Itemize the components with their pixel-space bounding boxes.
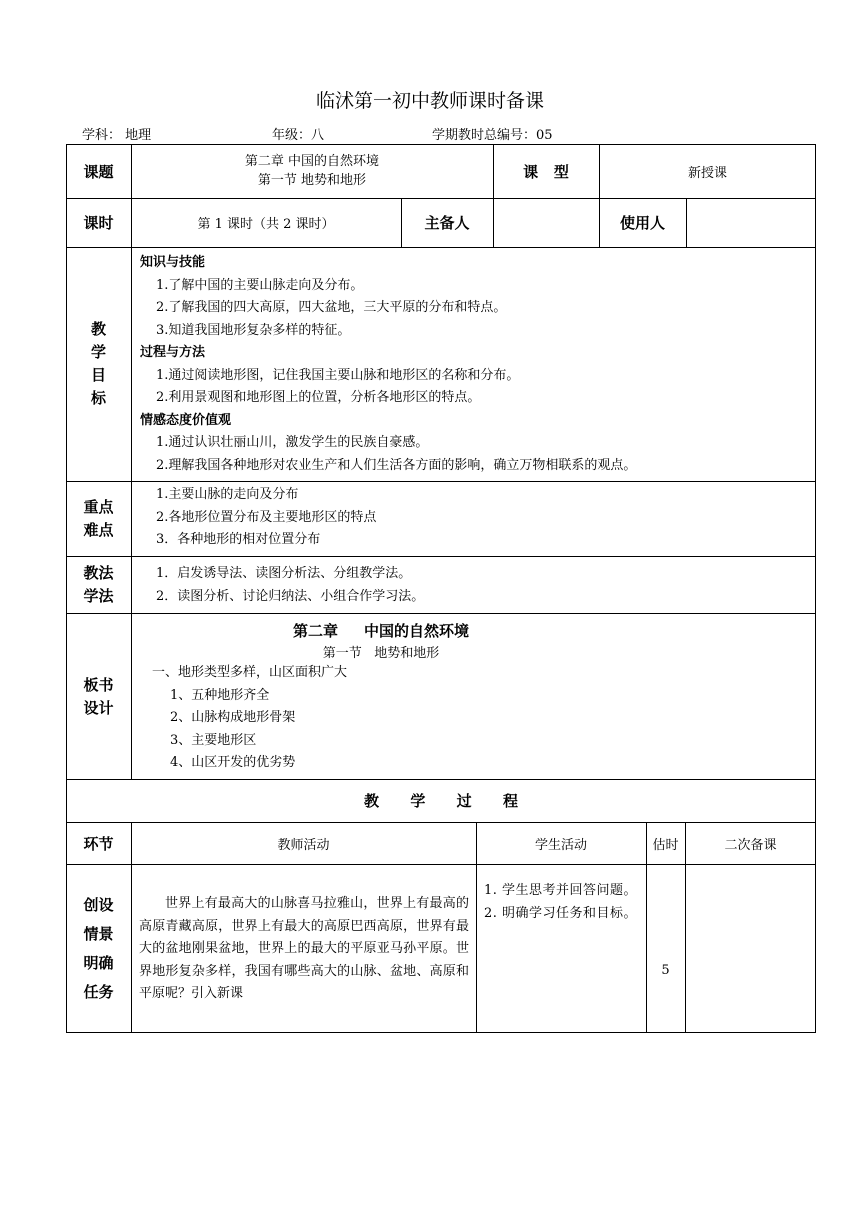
- topic-label: 课题: [83, 162, 114, 181]
- preparer-value: [493, 198, 599, 247]
- objective-item: 2.理解我国各种地形对农业生产和人们生活各方面的影响，确立万物相联系的观点。: [156, 457, 637, 473]
- objectives-heading: 情感态度价值观: [140, 412, 232, 428]
- user-value: [686, 198, 816, 247]
- objectives-label: [66, 247, 131, 481]
- period-label: 课时: [83, 214, 114, 232]
- keypoints-label-line: 难点: [83, 520, 114, 539]
- board-line: 1、五种地形齐全: [170, 687, 270, 703]
- header-student: 学生活动: [534, 837, 587, 853]
- board-label: [66, 613, 131, 780]
- type-label: 课 型: [523, 162, 569, 181]
- objectives-label-char: 教: [90, 320, 106, 338]
- student-activity-item: 2. 明确学习任务和目标。: [484, 905, 638, 921]
- process-title: 教 学 过 程: [364, 792, 518, 810]
- stage-line: 任务: [83, 982, 114, 1001]
- keypoint-item: 2.各地形位置分布及主要地形区的特点: [156, 509, 377, 525]
- objective-item: 1.通过阅读地形图，记住我国主要山脉和地形区的名称和分布。: [156, 367, 520, 383]
- stage-cell: [66, 864, 131, 1033]
- student-activity: [484, 880, 640, 925]
- objectives-content: [140, 252, 636, 477]
- objectives-label-char: 标: [90, 389, 106, 407]
- topic-section: 第一节 地势和地形: [257, 173, 367, 188]
- number-field: 学期教时总编号：05: [432, 128, 553, 143]
- board-heading: 第二章 中国的自然环境: [292, 621, 470, 640]
- keypoint-item: 1.主要山脉的走向及分布: [156, 487, 299, 502]
- objectives-label-char: 目: [90, 366, 106, 384]
- type-value: 新授课: [687, 165, 727, 181]
- objectives-label-char: 学: [90, 343, 106, 361]
- keypoints-label-line: 重点: [83, 497, 114, 516]
- methods-label-line: 学法: [83, 586, 114, 605]
- board-line: 4、山区开发的优劣势: [170, 755, 296, 770]
- header-time: 估时: [652, 837, 679, 853]
- topic-value: [131, 144, 493, 198]
- page-title: 临沭第一初中教师课时备课: [315, 90, 544, 112]
- stage-line: 明确: [83, 953, 114, 972]
- subject-field: 学科： 地理: [82, 128, 152, 143]
- objective-item: 3.知道我国地形复杂多样的特征。: [156, 322, 351, 338]
- methods-label-line: 教法: [83, 563, 114, 582]
- method-item: 2．读图分析、讨论归纳法、小组合作学习法。: [156, 588, 425, 604]
- board-subheading: 第一节 地势和地形: [322, 645, 440, 661]
- header-stage: 环节: [83, 834, 114, 853]
- header-teacher: 教师活动: [277, 837, 330, 853]
- keypoints-label: [66, 481, 131, 556]
- objective-item: 1.通过认识壮丽山川，激发学生的民族自豪感。: [156, 435, 429, 450]
- keypoints-content: [140, 484, 376, 552]
- keypoint-item: 3．各种地形的相对位置分布: [156, 532, 321, 547]
- board-label-line: 设计: [83, 698, 114, 717]
- method-item: 1．启发诱导法、读图分析法、分组教学法。: [156, 566, 412, 581]
- teacher-activity: 世界上有最高大的山脉喜马拉雅山，世界上有最高的高原青藏高原，世界上有最大的高原巴西高原，世界有最大的盆地刚果盆地，世界上的最大的平原亚马孙平原。世界地形复杂多样，我国有哪些高大的山脉、盆地、高原和平原呢？引入新课: [139, 896, 469, 1001]
- objective-item: 1.了解中国的主要山脉走向及分布。: [156, 277, 364, 293]
- student-activity-item: 1. 学生思考并回答问题。: [484, 883, 638, 898]
- board-line: 2、山脉构成地形骨架: [170, 710, 296, 725]
- board-line: 一、地形类型多样，山区面积广大: [152, 665, 348, 680]
- board-line: 3、主要地形区: [170, 732, 257, 748]
- period-value: 第 1 课时（共 2 课时）: [197, 217, 335, 232]
- user-label: 使用人: [619, 214, 665, 232]
- methods-label: [66, 556, 131, 613]
- objective-item: 2.利用景观图和地形图上的位置，分析各地形区的特点。: [156, 390, 481, 405]
- board-content: [152, 662, 347, 775]
- grade-field: 年级：八: [272, 128, 325, 143]
- board-label-line: 板书: [83, 675, 114, 694]
- methods-content: [140, 563, 424, 608]
- header-notes: 二次备课: [724, 837, 777, 853]
- stage-line: 情景: [83, 924, 114, 943]
- objectives-heading: 知识与技能: [140, 255, 206, 270]
- objectives-heading: 过程与方法: [140, 345, 206, 360]
- objective-item: 2.了解我国的四大高原，四大盆地，三大平原的分布和特点。: [156, 300, 507, 315]
- time-estimate: 5: [661, 962, 670, 978]
- topic-chapter: 第二章 中国的自然环境: [244, 154, 380, 169]
- preparer-label: 主备人: [424, 214, 470, 232]
- notes-cell: [685, 864, 816, 1033]
- stage-line: 创设: [83, 895, 114, 914]
